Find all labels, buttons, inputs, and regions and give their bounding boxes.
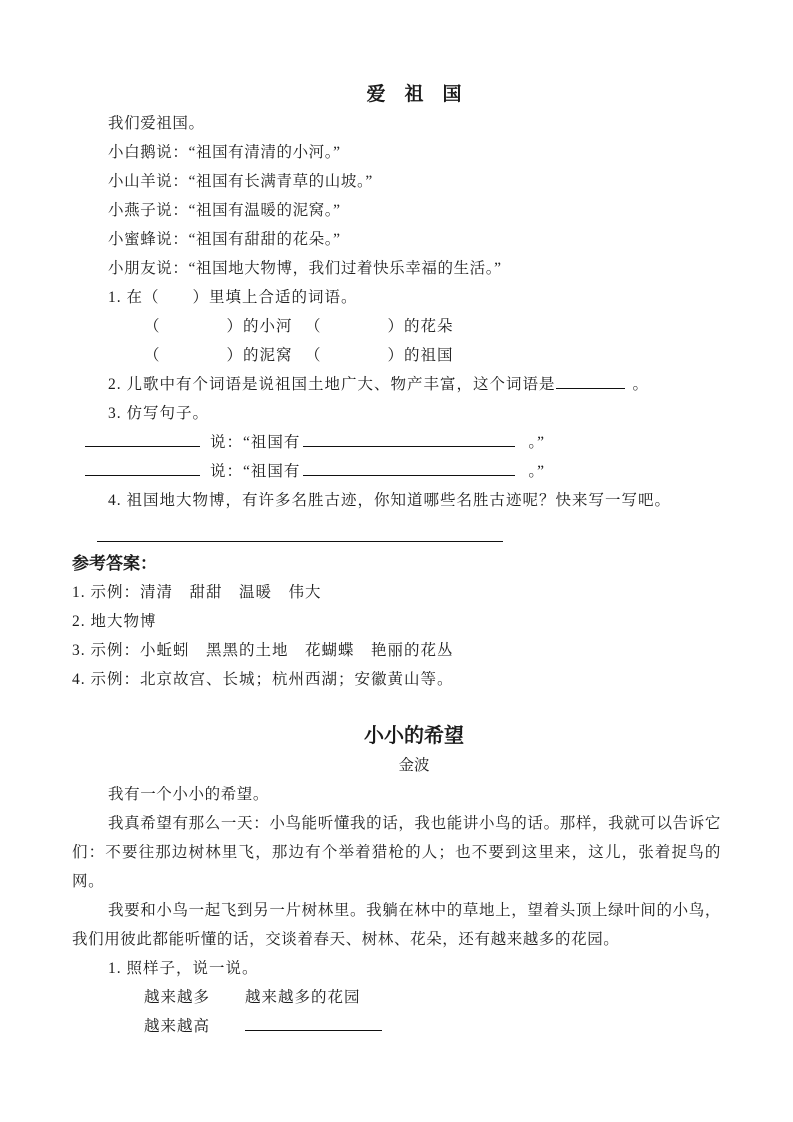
word-blank-left: （ ）的泥窝 <box>144 347 293 364</box>
question3-suffix: 。” <box>528 463 546 480</box>
question3-mid-text: 说：“祖国有 <box>210 463 301 480</box>
passage-section-aizuguo <box>72 80 721 515</box>
question3-label: 3. 仿写句子。 <box>108 405 210 422</box>
fill-blank-line <box>85 461 200 477</box>
fill-blank-line <box>245 1016 382 1032</box>
question3-mid-text: 说：“祖国有 <box>210 434 301 451</box>
passage1-line: 小燕子说：“祖国有温暖的泥窝。” <box>108 202 341 219</box>
passage1-line: 小白鹅说：“祖国有清清的小河。” <box>108 144 341 161</box>
word-blank-right: （ ）的花朵 <box>305 318 454 335</box>
fill-blank-line <box>556 374 625 390</box>
answer-key-title: 参考答案： <box>72 554 157 573</box>
exercise1-label: 1. 照样子，说一说。 <box>108 960 259 977</box>
question2 <box>72 370 721 399</box>
exercise-row-left: 越来越多 <box>144 989 211 1006</box>
word-blank-row <box>72 312 721 341</box>
answer-key-section <box>72 549 721 694</box>
passage1-line: 小蜜蜂说：“祖国有甜甜的花朵。” <box>108 231 341 248</box>
passage2-title: 小小的希望 <box>364 725 464 747</box>
passage1-line: 小朋友说：“祖国地大物博，我们过着快乐幸福的生活。” <box>108 260 502 277</box>
section-divider <box>97 541 503 542</box>
fill-blank-line <box>303 432 515 448</box>
answer-key-item: 2. 地大物博 <box>72 613 157 630</box>
exercise-row <box>72 983 721 1012</box>
question4-label: 4. 祖国地大物博，有许多名胜古迹，你知道哪些名胜古迹呢？快来写一写吧。 <box>108 492 672 509</box>
word-blank-right: （ ）的祖国 <box>305 347 454 364</box>
passage1-title: 爱 祖 国 <box>366 84 462 105</box>
passage1-line: 我们爱祖国。 <box>108 115 205 132</box>
passage2-paragraph: 我要和小鸟一起飞到另一片树林里。我躺在林中的草地上，望着头顶上绿叶间的小鸟，我们用彼此都能听懂的话，交谈着春天、树林、花朵，还有越来越多的花园。 <box>72 902 721 948</box>
question3-fill-line <box>72 428 721 457</box>
exercise-row-right: 越来越多的花园 <box>245 989 361 1006</box>
passage1-line: 小山羊说：“祖国有长满青草的山坡。” <box>108 173 373 190</box>
exercise-row-left: 越来越高 <box>144 1018 211 1035</box>
fill-blank-line <box>85 432 200 448</box>
question1-label: 1. 在（ ）里填上合适的词语。 <box>108 289 358 306</box>
passage2-author: 金波 <box>398 757 430 774</box>
passage2-paragraph: 我真希望有那么一天：小鸟能听懂我的话，我也能讲小鸟的话。那样，我就可以告诉它们：不要往那边树林里飞，那边有个举着猎枪的人；也不要到这里来，这儿，张着捉鸟的网。 <box>72 815 721 890</box>
question2-text: 2. 儿歌中有个词语是说祖国土地广大、物产丰富，这个词语是 <box>108 376 556 393</box>
answer-key-item: 3. 示例：小蚯蚓 黑黑的土地 花蝴蝶 艳丽的花丛 <box>72 642 454 659</box>
answer-key-item: 4. 示例：北京故宫、长城；杭州西湖；安徽黄山等。 <box>72 671 454 688</box>
question2-suffix: 。 <box>632 376 650 393</box>
word-blank-row <box>72 341 721 370</box>
word-blank-left: （ ）的小河 <box>144 318 293 335</box>
passage2-paragraph: 我有一个小小的希望。 <box>108 786 270 803</box>
exercise-row <box>72 1012 721 1041</box>
question3-suffix: 。” <box>528 434 546 451</box>
passage-section-xiaoxiaodexiwang <box>72 722 721 1041</box>
answer-key-item: 1. 示例：清清 甜甜 温暖 伟大 <box>72 584 322 601</box>
fill-blank-line <box>303 461 515 477</box>
question3-fill-line <box>72 457 721 486</box>
